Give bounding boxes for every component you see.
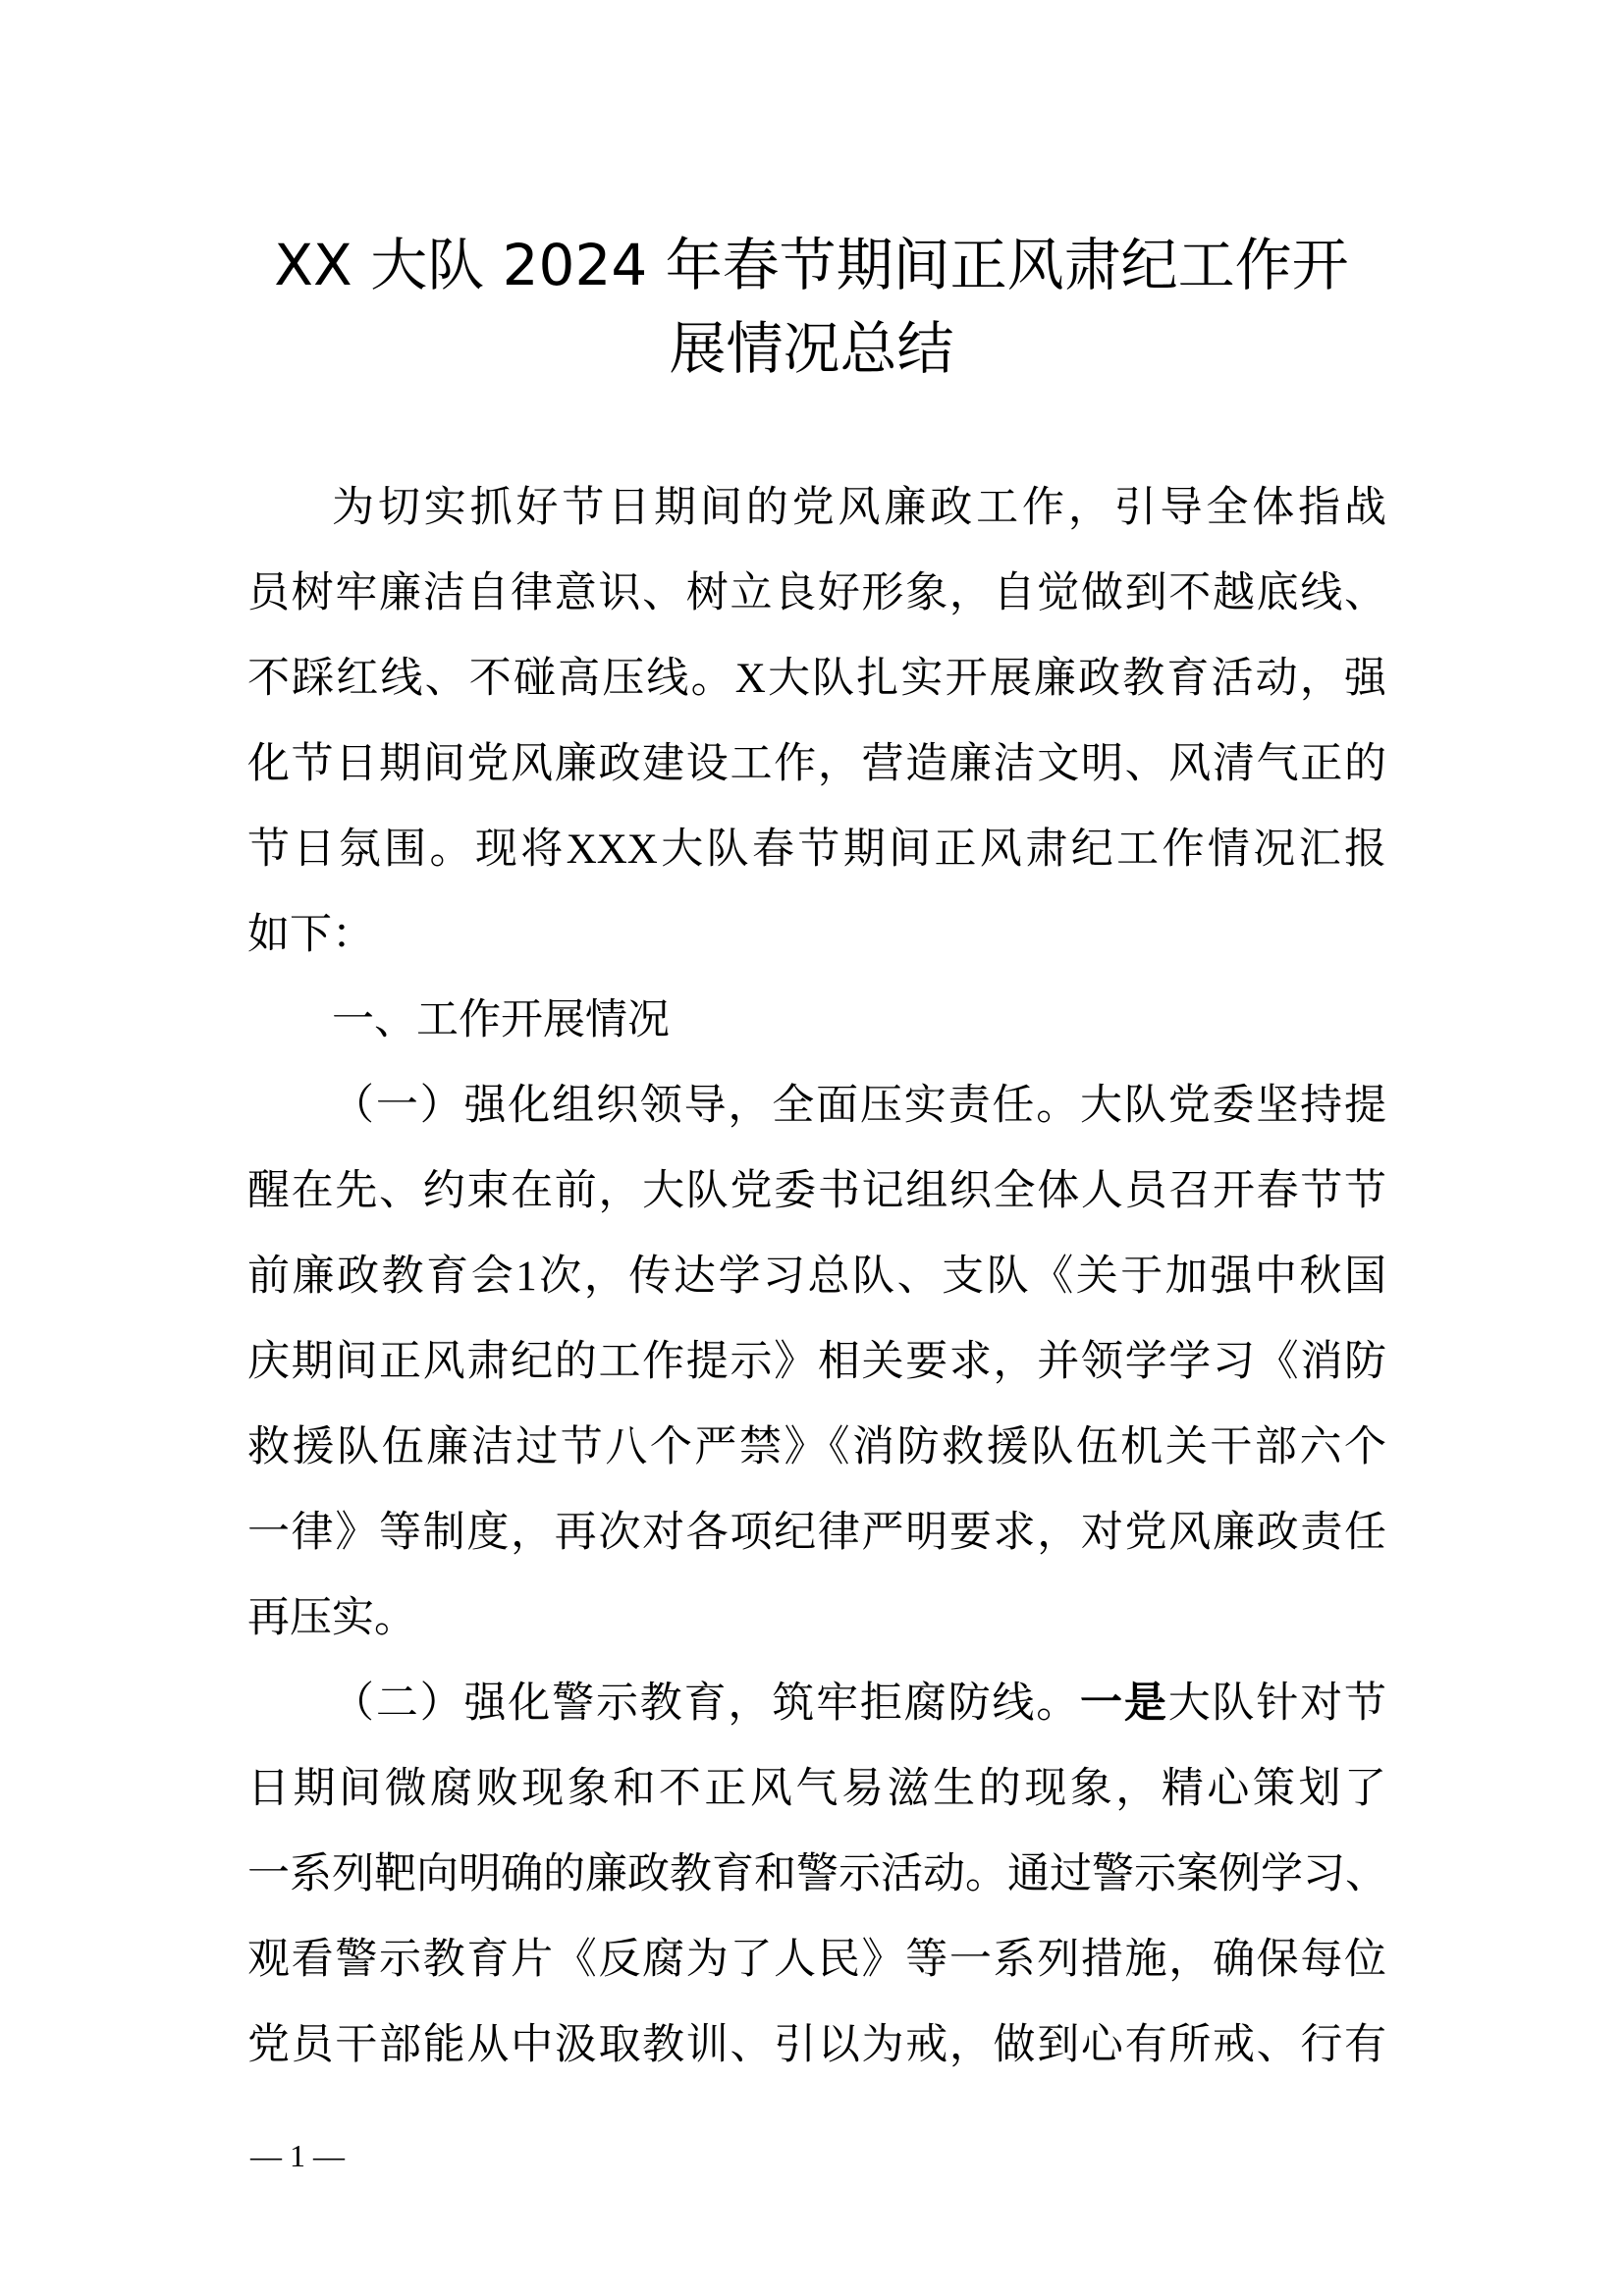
text-run: 庆期间正风肃纪的工作提示》相关要求，并领学学习《消防 xyxy=(247,1337,1386,1386)
body-line xyxy=(247,978,1386,1063)
text-run: 醒在先、约束在前，大队党委书记组织全体人员召开春节节 xyxy=(247,1166,1386,1215)
body-line xyxy=(247,721,1386,807)
text-run: 再压实。 xyxy=(247,1593,416,1642)
document-title-line-2: 展情况总结 xyxy=(669,315,954,382)
text-run: 一系列靶向明确的廉政教育和警示活动。通过警示案例学习、 xyxy=(247,1849,1387,1898)
body-line xyxy=(247,1319,1386,1405)
text-run: 日期间微腐败现象和不正风气易滋生的现象，精心策划了 xyxy=(247,1764,1386,1813)
bold-text-run: 一是 xyxy=(1080,1679,1168,1728)
text-run: 次，传达学习总队、支队《关于加强中秋国 xyxy=(536,1252,1387,1301)
document-body xyxy=(247,465,1386,2088)
text-run: XXX xyxy=(566,827,658,873)
document-title-line-1: XX 大队 2024 年春节期间正风肃纪工作开 xyxy=(274,232,1349,298)
text-run: 节日氛围。现将 xyxy=(247,825,567,874)
body-line xyxy=(247,1234,1386,1319)
body-line xyxy=(247,636,1386,721)
body-line xyxy=(247,1148,1386,1234)
body-line xyxy=(247,1832,1386,1917)
text-run: 大队扎实开展廉政教育活动，强 xyxy=(765,654,1387,703)
text-run: 前廉政教育会 xyxy=(247,1252,516,1301)
body-line xyxy=(247,807,1386,892)
body-line xyxy=(247,1917,1386,2002)
text-run: 员树牢廉洁自律意识、树立良好形象，自觉做到不越底线、 xyxy=(247,568,1386,617)
body-line xyxy=(247,1490,1386,1575)
body-line xyxy=(247,1661,1386,1746)
page-number: — 1 — xyxy=(250,2138,345,2173)
text-run: 一律》等制度，再次对各项纪律严明要求，对党风廉政责任 xyxy=(247,1508,1386,1557)
text-run: X xyxy=(734,656,766,702)
text-run: 一、工作开展情况 xyxy=(332,995,670,1044)
text-run: 救援队伍廉洁过节八个严禁》《消防救援队伍机关干部六个 xyxy=(247,1422,1386,1471)
text-run: 如下： xyxy=(247,910,374,959)
text-run: 1 xyxy=(515,1254,537,1300)
body-line xyxy=(247,1405,1386,1490)
text-run: 党员干部能从中汲取教训、引以为戒，做到心有所戒、行有 xyxy=(247,2020,1386,2069)
text-run: 观看警示教育片《反腐为了人民》等一系列措施，确保每位 xyxy=(247,1935,1386,1984)
text-run: （一）强化组织领导，全面压实责任。大队党委坚持提 xyxy=(332,1081,1386,1130)
body-line xyxy=(247,551,1386,636)
body-line xyxy=(247,1746,1386,1832)
text-run: （二）强化警示教育，筑牢拒腐防线。 xyxy=(332,1679,1081,1728)
body-line xyxy=(247,1063,1386,1148)
body-line xyxy=(247,2002,1386,2088)
text-run: 大队春节期间正风肃纪工作情况汇报 xyxy=(657,825,1387,874)
body-line xyxy=(247,465,1386,551)
body-line xyxy=(247,1575,1386,1661)
text-run: 化节日期间党风廉政建设工作，营造廉洁文明、风清气正的 xyxy=(247,739,1386,788)
body-line xyxy=(247,892,1386,978)
text-run: 为切实抓好节日期间的党风廉政工作，引导全体指战 xyxy=(332,483,1386,532)
text-run: 大队针对节 xyxy=(1167,1679,1387,1728)
text-run: 不踩红线、不碰高压线。 xyxy=(247,654,735,703)
